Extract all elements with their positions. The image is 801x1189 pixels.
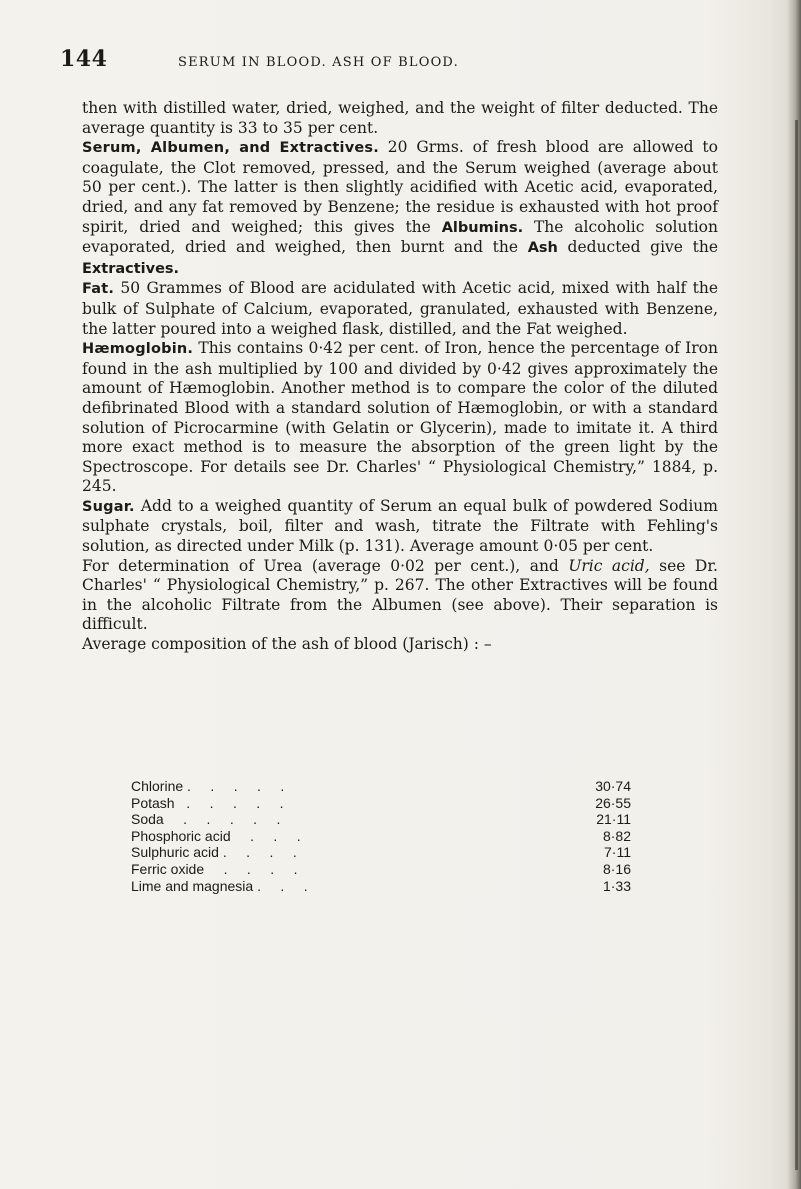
- ash-component-name: Chlorine . . . . .: [131, 778, 285, 794]
- paragraph-ash-intro: [82, 635, 718, 655]
- ash-component-value: 21·11: [596, 811, 631, 828]
- page-number: 144: [60, 46, 108, 72]
- term-uric-acid: Uric acid,: [568, 556, 650, 575]
- paragraph-text: 50 Grammes of Blood are acidulated with Acetic acid, mixed with half the bulk of Sulphate of Calcium, evaporated, granulated, exhausted with Benzene, the latter poured into a weighed flask, distilled, and the Fat weighed.: [82, 279, 718, 338]
- ash-component-name: Sulphuric acid . . . .: [131, 844, 297, 861]
- term-ash: Ash: [527, 240, 558, 257]
- ash-component-name: Soda . . . . .: [131, 811, 281, 828]
- table-row: [131, 828, 631, 845]
- ash-component-name: Ferric oxide . . . .: [131, 860, 298, 877]
- paragraph-urea: [82, 557, 718, 635]
- ash-component-name: Potash . . . . .: [131, 794, 284, 811]
- table-row: [131, 878, 631, 895]
- paragraph-text: Add to a weighed quantity of Serum an equal bulk of powdered Sodium sulphate crystals, boil, filter and wash, titrate the Filtrate with Fehling's solution, as directed under Milk (p. 131). Average amount 0·05 per cent.: [82, 496, 718, 556]
- table-row: [131, 844, 631, 861]
- ash-component-value: 8·16: [602, 860, 631, 877]
- section-heading-fat: Fat.: [82, 281, 115, 298]
- paragraph-text: deducted give the: [557, 238, 718, 257]
- page-header: [0, 46, 801, 74]
- term-extractives: Extractives.: [82, 260, 180, 277]
- page-edge-line: [795, 120, 798, 1170]
- ash-component-value: 1·33: [602, 877, 631, 894]
- paragraph-serum: [82, 138, 718, 279]
- table-row: [131, 811, 631, 828]
- section-heading-haemoglobin: Hæmoglobin.: [82, 341, 194, 358]
- body-text: [82, 99, 718, 655]
- ash-component-value: 8·82: [602, 827, 631, 844]
- paragraph-text: For determination of Urea (average 0·02 per cent.), and: [82, 556, 569, 575]
- ash-component-name: Lime and magnesia . . .: [131, 877, 308, 894]
- paragraph-text: The alcoholic solution evaporated, dried and weighed, then burnt and the: [82, 217, 718, 257]
- ash-composition-table: [131, 778, 631, 894]
- paragraph-text: 20 Grms. of fresh blood are allowed to coagulate, the Clot removed, pressed, and the Serum weighed (average about 50 per cent.). The latter is then slightly acidified with Acetic acid, evaporated, dried, and any fat removed by Benzene; the residue is exhausted with hot proof spirit, dried and weighed; this gives the: [82, 138, 718, 236]
- paragraph-text: see Dr. Charles' “ Physiological Chemistry,” p. 267. The other Extractives will be found in the alcoholic Filtrate from the Albumen (see above). Their separation is difficult.: [82, 556, 718, 634]
- paragraph-fat: [82, 279, 718, 339]
- table-row: [131, 861, 631, 878]
- paragraph-text: This contains 0·42 per cent. of Iron, hence the percentage of Iron found in the ash multiplied by 100 and divided by 0·42 gives approximately the amount of Hæmoglobin. Another method is to compare the color of the diluted defibrinated Blood with a standard solution of Hæmoglobin, or with a standard solution of Picrocarmine (with Gelatin or Glycerin), made to imitate it. A third more exact method is to measure the absorption of the green light by the Spectroscope. For details see Dr. Charles' “ Physiological Chemistry,” 1884, p. 245.: [82, 339, 718, 496]
- page-edge-shadow: [787, 0, 801, 1189]
- ash-component-value: 26·55: [595, 794, 631, 811]
- section-heading-sugar: Sugar.: [82, 498, 135, 515]
- table-row: [131, 795, 631, 812]
- paragraph-sugar: [82, 497, 718, 557]
- ash-component-name: Phosphoric acid . . .: [131, 827, 301, 844]
- paragraph-continuation: [82, 99, 718, 138]
- running-head: SERUM IN BLOOD. ASH OF BLOOD.: [178, 55, 459, 70]
- term-albumins: Albumins.: [441, 219, 524, 236]
- paragraph-text: then with distilled water, dried, weighed, and the weight of filter deducted. The average quantity is 33 to 35 per cent.: [82, 99, 718, 137]
- section-heading-serum: Serum, Albumen, and Extractives.: [82, 140, 379, 157]
- ash-component-value: 7·11: [604, 844, 631, 861]
- paragraph-haemoglobin: [82, 339, 718, 497]
- paragraph-text: Average composition of the ash of blood (Jarisch) : –: [82, 635, 492, 654]
- table-row: [131, 778, 631, 795]
- ash-component-value: 30·74: [595, 778, 631, 794]
